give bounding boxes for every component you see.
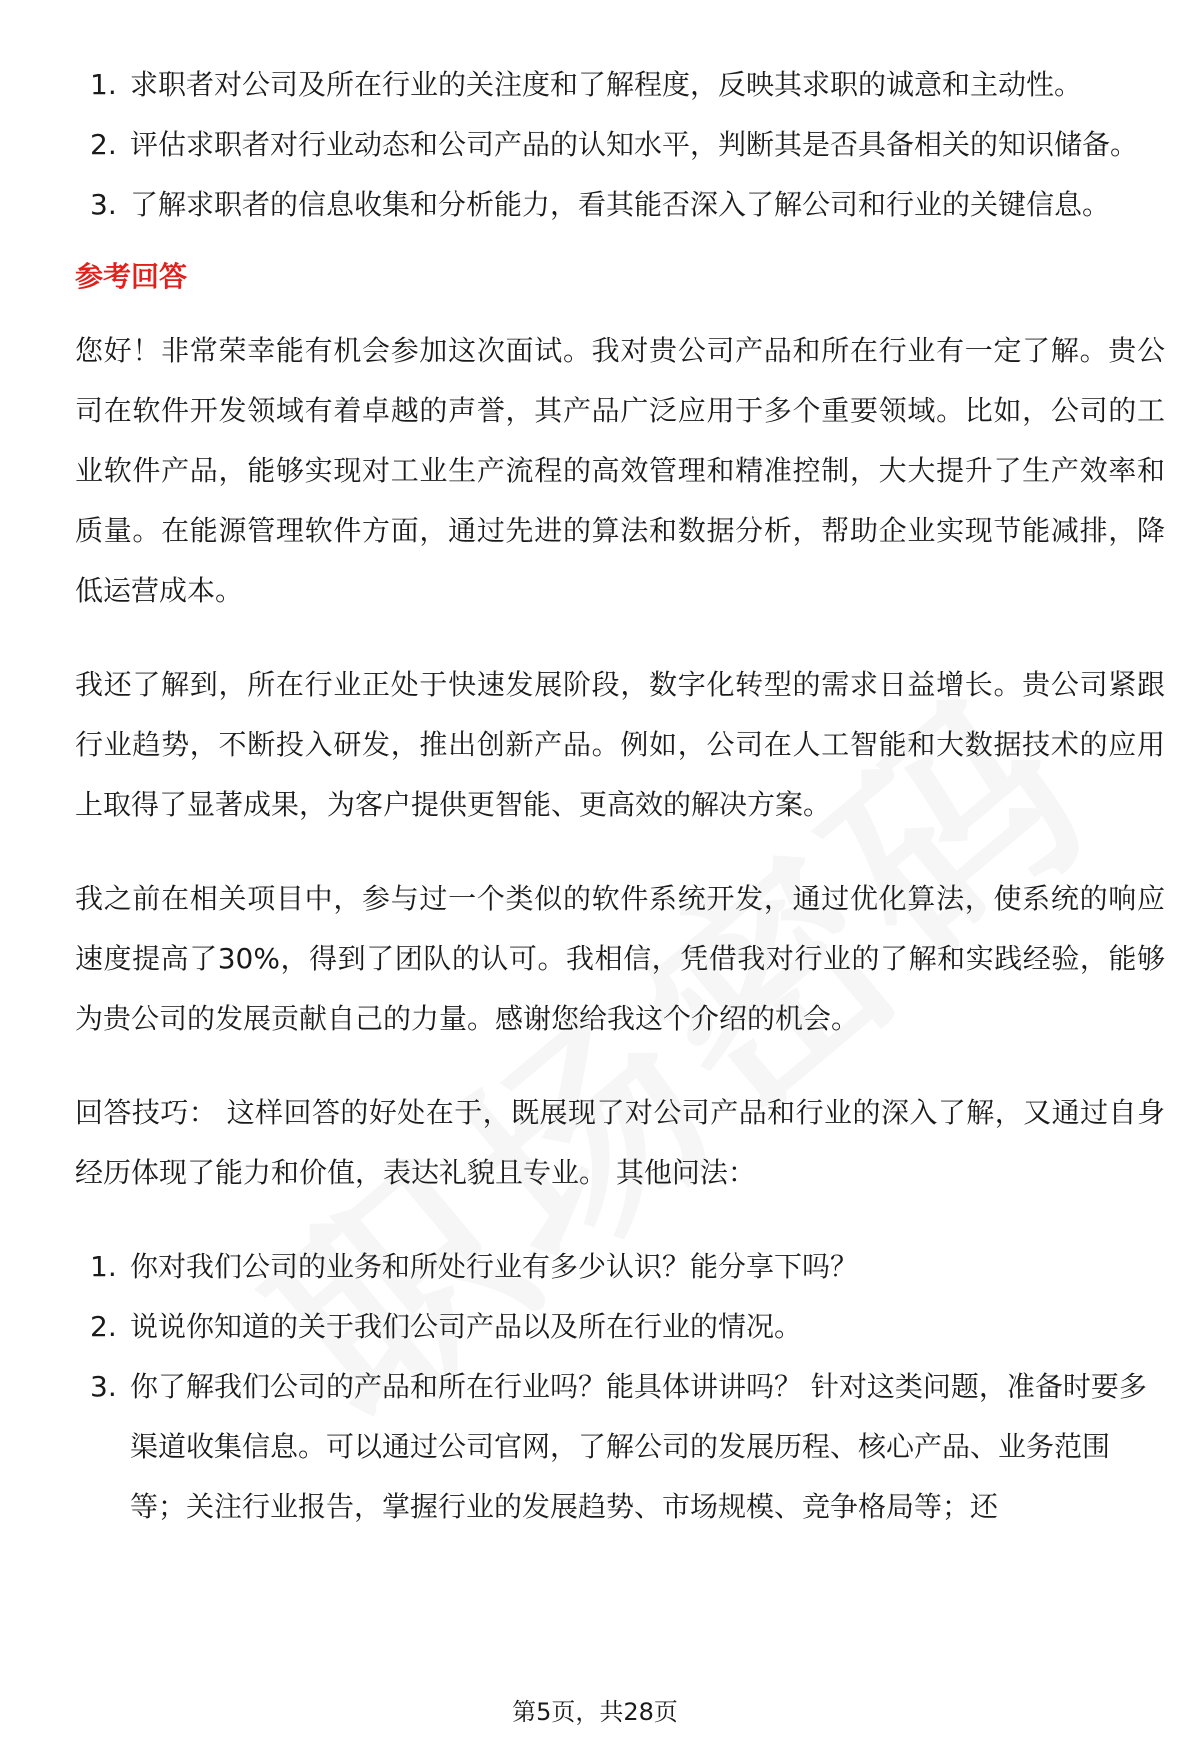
tips-paragraph: 回答技巧： 这样回答的好处在于，既展现了对公司产品和行业的深入了解，又通过自身经历体现了能力和价值，表达礼貌且专业。 其他问法： [75, 1096, 1165, 1189]
list-item-text: 了解求职者的信息收集和分析能力，看其能否深入了解公司和行业的关键信息。 [130, 188, 1111, 221]
list-item [75, 55, 1165, 115]
list-item-number: 2. [90, 1310, 117, 1343]
page-content [75, 55, 1165, 1537]
list-item-text: 说说你知道的关于我们公司产品以及所在行业的情况。 [130, 1310, 803, 1343]
list-item-text: 你了解我们公司的产品和所在行业吗？能具体讲讲吗？ 针对这类问题，准备时要多渠道收集信息。可以通过公司官网，了解公司的发展历程、核心产品、业务范围等；关注行业报告，掌握行业的发展趋势、市场规模、竞争格局等；还 [130, 1370, 1147, 1523]
list-item [75, 175, 1165, 235]
list-item-number: 1. [90, 68, 117, 101]
list-item-number: 3. [90, 188, 117, 221]
list-item-number: 1. [90, 1250, 117, 1283]
page-footer: 第5页，共28页 [512, 1698, 678, 1726]
list-item-number: 3. [90, 1370, 117, 1403]
list-item [75, 1357, 1165, 1537]
list-item-text: 求职者对公司及所在行业的关注度和了解程度，反映其求职的诚意和主动性。 [130, 68, 1083, 101]
alternative-questions-list [75, 1237, 1165, 1537]
purpose-list [75, 55, 1165, 235]
list-item-text: 评估求职者对行业动态和公司产品的认知水平，判断其是否具备相关的知识储备。 [130, 128, 1139, 161]
answer-paragraph: 您好！非常荣幸能有机会参加这次面试。我对贵公司产品和所在行业有一定了解。贵公司在软件开发领域有着卓越的声誉，其产品广泛应用于多个重要领域。比如，公司的工业软件产品，能够实现对工业生产流程的高效管理和精准控制，大大提升了生产效率和质量。在能源管理软件方面，通过先进的算法和数据分析，帮助企业实现节能减排，降低运营成本。 [75, 334, 1165, 607]
list-item [75, 1297, 1165, 1357]
answer-paragraph: 我之前在相关项目中，参与过一个类似的软件系统开发，通过优化算法，使系统的响应速度提高了30%，得到了团队的认可。我相信，凭借我对行业的了解和实践经验，能够为贵公司的发展贡献自己的力量。感谢您给我这个介绍的机会。 [75, 882, 1165, 1035]
list-item [75, 1237, 1165, 1297]
list-item-number: 2. [90, 128, 117, 161]
answer-paragraph: 我还了解到，所在行业正处于快速发展阶段，数字化转型的需求日益增长。贵公司紧跟行业趋势，不断投入研发，推出创新产品。例如，公司在人工智能和大数据技术的应用上取得了显著成果，为客户提供更智能、更高效的解决方案。 [75, 668, 1165, 821]
list-item [75, 115, 1165, 175]
section-heading: 参考回答 [75, 260, 188, 293]
list-item-text: 你对我们公司的业务和所处行业有多少认识？能分享下吗？ [130, 1250, 859, 1283]
